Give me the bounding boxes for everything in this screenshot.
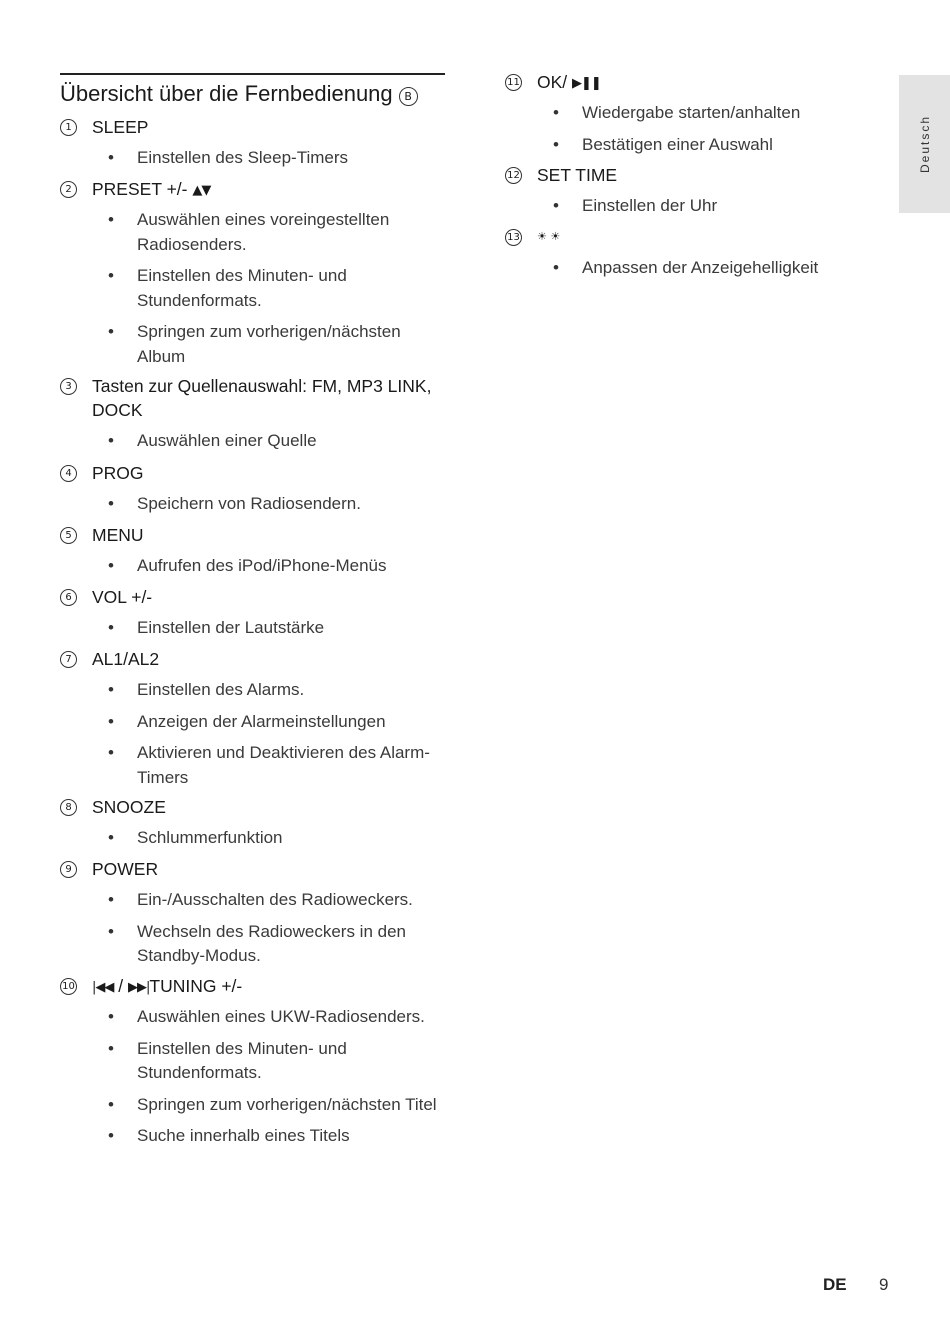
title-badge: B [399,87,418,106]
item-source-keys [60,374,450,454]
item-label: SNOOZE [92,797,166,817]
item-number: 7 [60,651,77,668]
item-vol [60,585,450,641]
item-number: 4 [60,465,77,482]
bullet-item: • Auswählen eines UKW-Radiosenders. [60,1005,437,1030]
item-number: 2 [60,181,77,198]
item-label: POWER [92,859,159,879]
bullet-item: • Aktivieren und Deaktivieren des Alarm-Timers [60,741,437,790]
item-prog [60,461,450,517]
item-number: 13 [505,229,522,246]
footer-language: DE [823,1275,847,1294]
item-label: SLEEP [92,117,149,137]
item-label: PRESET +/- [92,179,188,199]
bullet-item: • Ein-/Ausschalten des Radioweckers. [60,888,437,913]
item-number: 8 [60,799,77,816]
bullet-item: • Einstellen der Uhr [505,194,865,219]
skip-previous-icon: |◀◀ [92,980,114,995]
item-label: TUNING +/- [149,976,243,996]
bullet-item: • Suche innerhalb eines Titels [60,1124,437,1149]
brightness-icon: ☀ ☀ [537,230,561,243]
item-label: AL1/AL2 [92,649,160,669]
bullet-item: • Auswählen einer Quelle [60,429,437,454]
item-menu [60,523,450,579]
page-title [60,80,418,108]
bullet-item: • Wechseln des Radioweckers in den Standby-Modus. [60,920,437,969]
skip-next-icon: ▶▶| [128,980,150,995]
page-title-text: Übersicht über die Fernbedienung [60,81,393,106]
bullet-item: • Speichern von Radiosendern. [60,492,437,517]
item-number: 1 [60,119,77,136]
bullet-item: • Anzeigen der Alarmeinstellungen [60,710,437,735]
bullet-item: • Anpassen der Anzeigehelligkeit [505,256,865,281]
bullet-item: • Einstellen des Alarms. [60,678,437,703]
item-label: PROG [92,463,144,483]
item-label: VOL +/- [92,587,153,607]
bullet-item: • Einstellen des Minuten- und Stundenformats. [60,1037,437,1086]
play-pause-icon: ▶❚❚ [572,76,601,91]
bullet-item: • Bestätigen einer Auswahl [505,133,865,158]
bullet-item: • Wiedergabe starten/anhalten [505,101,865,126]
bullet-item: • Springen zum vorherigen/nächsten Titel [60,1093,437,1118]
item-number: 12 [505,167,522,184]
bullet-item: • Einstellen des Sleep-Timers [60,146,437,171]
side-tab-label: Deutsch [917,114,932,174]
item-number: 3 [60,378,77,395]
item-sleep [60,115,450,171]
item-number: 10 [60,978,77,995]
bullet-item: • Einstellen der Lautstärke [60,616,437,641]
item-tuning [60,974,450,1149]
item-number: 11 [505,74,522,91]
bullet-item: • Springen zum vorherigen/nächsten Album [60,320,437,369]
item-preset [60,177,450,369]
title-rule [60,73,445,75]
bullet-item: • Aufrufen des iPod/iPhone-Menüs [60,554,437,579]
item-number: 5 [60,527,77,544]
language-side-tab [899,75,950,213]
item-separator: / [118,976,124,996]
item-power [60,857,450,969]
up-down-arrow-icon: ▲▼ [192,183,211,198]
item-label: Tasten zur Quellenauswahl: FM, MP3 LINK, DOCK [92,376,432,420]
bullet-item: • Schlummerfunktion [60,826,437,851]
page-number: 9 [879,1275,889,1294]
item-number: 6 [60,589,77,606]
item-set-time [505,163,865,219]
item-alarm [60,647,450,790]
item-brightness [505,225,865,281]
item-label: SET TIME [537,165,618,185]
item-label: OK/ [537,72,568,92]
item-snooze [60,795,450,851]
bullet-item: • Auswählen eines voreingestellten Radiosenders. [60,208,437,257]
item-label: MENU [92,525,144,545]
item-ok [505,70,865,157]
item-number: 9 [60,861,77,878]
bullet-item: • Einstellen des Minuten- und Stundenformats. [60,264,437,313]
